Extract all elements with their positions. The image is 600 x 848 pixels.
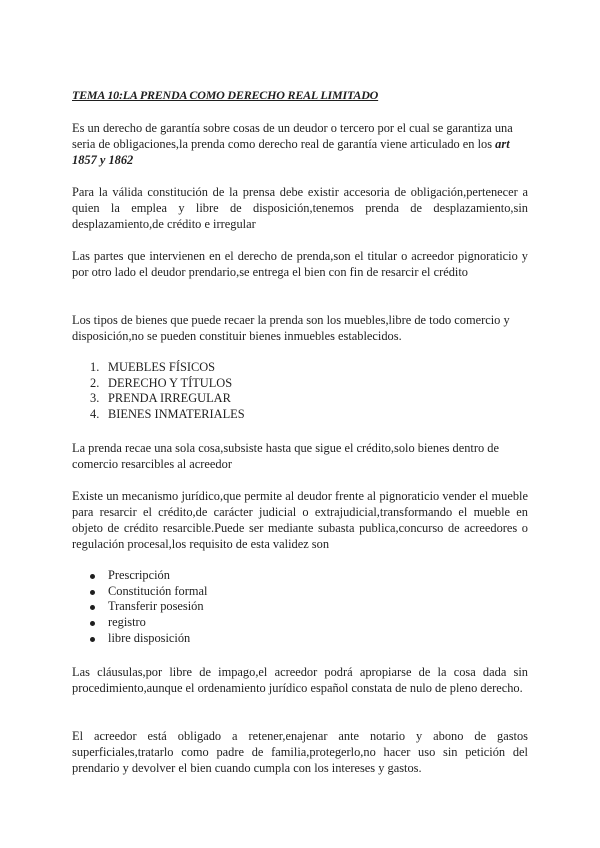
list-item: 2. DERECHO Y TÍTULOS bbox=[90, 375, 233, 390]
bullet-icon bbox=[90, 637, 95, 642]
paragraph-single-thing: La prenda recae una sola cosa,subsiste hasta que sigue el crédito,solo bienes dentro de comercio resarcibles al acreedor bbox=[72, 441, 499, 471]
paragraph-obligations: El acreedor está obligado a retener,enajenar ante notario y abono de gastos superficiales,tratarlo como padre de familia,protegerlo,no hacer uso sin petición del prendario y devolver el bien cuando cumpla con los intereses y gastos. bbox=[72, 729, 528, 775]
page-title: TEMA 10:LA PRENDA COMO DERECHO REAL LIMITADO bbox=[72, 88, 379, 102]
numbered-list bbox=[90, 360, 245, 423]
article-reference: art 1857 y 1862 bbox=[72, 137, 510, 167]
paragraph-goods-types: Los tipos de bienes que puede recaer la prenda son los muebles,libre de todo comercio y disposición,no se pueden constituir bienes inmuebles establecidos. bbox=[72, 313, 510, 343]
bullet-list bbox=[90, 568, 207, 647]
list-item: Transferir posesión bbox=[90, 599, 207, 615]
paragraph-clauses: Las cláusulas,por libre de impago,el acreedor podrá apropiarse de la cosa dada sin procedimiento,aunque el ordenamiento jurídico español constata de nulo de pleno derecho. bbox=[72, 665, 528, 695]
bullet-icon bbox=[90, 574, 95, 579]
list-item: registro bbox=[90, 615, 207, 631]
paragraph-mechanism: Existe un mecanismo jurídico,que permite al deudor frente al pignoraticio vender el mueble para resarcir el crédito,de carácter judicial o extrajudicial,transformando el mueble en objeto de crédito resarcible.Puede ser mediante subasta publica,concurso de acreedores o regulación procesal,los requisito de esta validez son bbox=[72, 489, 528, 551]
list-item: 3. PRENDA IRREGULAR bbox=[90, 391, 231, 406]
bullet-icon bbox=[90, 590, 95, 595]
list-item: Prescripción bbox=[90, 568, 207, 584]
list-item: 1. MUEBLES FÍSICOS bbox=[90, 360, 216, 374]
paragraph-parties: Las partes que intervienen en el derecho de prenda,son el titular o acreedor pignoraticio y por otro lado el deudor prendario,se entrega el bien con fin de resarcir el crédito bbox=[72, 249, 528, 279]
bullet-icon bbox=[90, 621, 95, 626]
bullet-icon bbox=[90, 605, 95, 610]
list-item: 4. BIENES INMATERIALES bbox=[90, 407, 245, 422]
paragraph-constitution: Para la válida constitución de la prensa debe existir accesoria de obligación,pertenecer a quien la emplea y libre de disposición,tenemos prenda de desplazamiento,sin desplazamiento,de crédito e irregular bbox=[72, 185, 528, 231]
paragraph-definition: Es un derecho de garantía sobre cosas de un deudor o tercero por el cual se garantiza una seria de obligaciones,la prenda como derecho real de garantía viene articulado en los art 1857 y 1862 bbox=[72, 121, 513, 167]
list-item: libre disposición bbox=[90, 631, 207, 647]
list-item: Constitución formal bbox=[90, 584, 207, 600]
